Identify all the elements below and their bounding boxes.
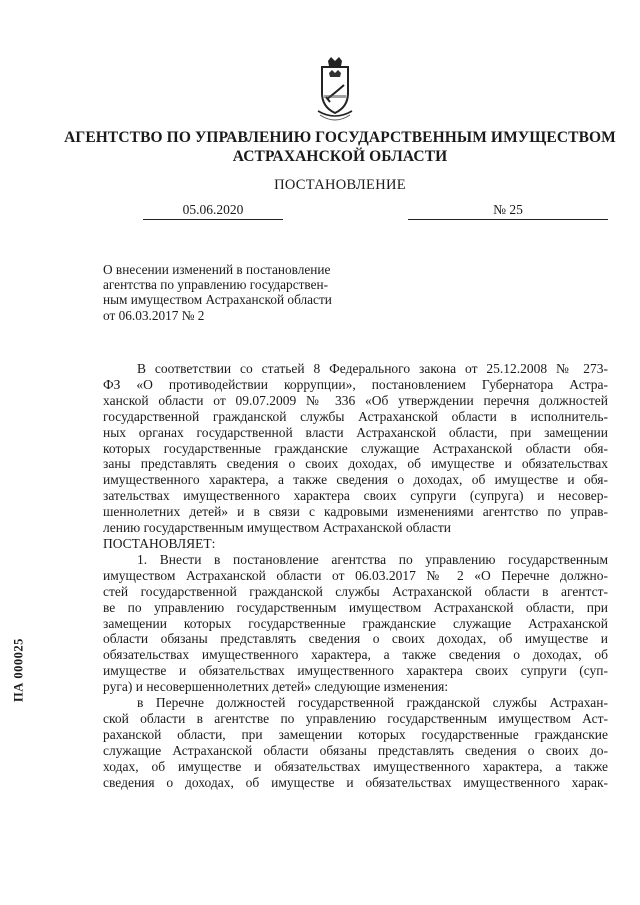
body-line: 1. Внести в постановление агентства по управлению государственным bbox=[137, 551, 608, 567]
body-line: зательствах имущественного характера своих супруги (супруга) и несовер- bbox=[103, 488, 608, 504]
body-line: ской области в агентстве по управлению государственным имуществом Аст- bbox=[103, 710, 608, 726]
body-line: раханской области, при замещении которых государственные гражданские bbox=[103, 726, 608, 742]
body-line: служащие Астраханской области обязаны представлять сведения о своих до- bbox=[103, 742, 608, 758]
body-line: имущественного характера, а также сведения о доходах, об имуществе и обя- bbox=[103, 472, 608, 488]
document-body bbox=[103, 361, 608, 790]
subject-line: ным имуществом Астраханской области bbox=[103, 292, 332, 308]
body-line: шеннолетних детей» и в связи с кадровыми изменениями агентство по управ- bbox=[103, 504, 608, 520]
body-line: В соответствии со статьей 8 Федерального закона от 25.12.2008 № 273- bbox=[137, 361, 608, 376]
agency-title-line1: АГЕНТСТВО ПО УПРАВЛЕНИЮ ГОСУДАРСТВЕННЫМ ИМУЩЕСТВОМ bbox=[64, 129, 616, 146]
subject-line: от 06.03.2017 № 2 bbox=[103, 307, 205, 323]
coat-of-arms-icon bbox=[300, 55, 370, 125]
subject-line: О внесении изменений в постановление bbox=[103, 262, 331, 277]
body-line: ве по управлению государственным имуществом Астраханской области, при bbox=[103, 599, 608, 615]
body-line: лению государственным имуществом Астраханской области bbox=[103, 520, 452, 536]
body-line: имуществе и обязательствах имущественного характера своих супруги (суп- bbox=[103, 663, 608, 679]
resolution-word: ПОСТАНОВЛЯЕТ: bbox=[103, 535, 216, 551]
body-line: заны представлять сведения о своих доходах, об имуществе и обязательствах bbox=[103, 456, 608, 472]
body-line: руга) и несовершеннолетних детей» следующие изменения: bbox=[103, 679, 449, 695]
body-line: ханской области от 09.07.2009 № 336 «Об утверждении перечня должностей bbox=[103, 392, 608, 408]
body-line: ходах, об имуществе и обязательствах имущественного характера, а также bbox=[103, 758, 608, 774]
agency-title bbox=[40, 128, 640, 166]
body-line: имуществом Астраханской области от 06.03.2017 № 2 «О Перечне должно- bbox=[103, 567, 608, 583]
body-line: обязательствах имущественного характера, а также сведения о доходах, об bbox=[103, 647, 608, 663]
document-date: 05.06.2020 bbox=[143, 202, 283, 220]
body-line: сведения о доходах, об имуществе и обязательствах имущественного харак- bbox=[103, 774, 608, 790]
agency-title-line2: АСТРАХАНСКОЙ ОБЛАСТИ bbox=[232, 148, 448, 165]
serial-stamp-text: ПА 000025 bbox=[11, 638, 26, 702]
subject-line: агентства по управлению государствен- bbox=[103, 277, 329, 293]
body-line: государственной гражданской службы Астраханской области в исполнитель- bbox=[103, 408, 608, 424]
body-line: замещении которых государственные гражданские служащие Астраханской bbox=[103, 615, 608, 631]
body-line: ных органах государственной власти Астраханской области, при замещении bbox=[103, 424, 608, 440]
body-line: ФЗ «О противодействии коррупции», постановлением Губернатора Астра- bbox=[103, 376, 608, 392]
serial-stamp bbox=[8, 625, 30, 715]
body-line: области обязаны представлять сведения о своих доходах, об имуществе и bbox=[103, 631, 608, 647]
body-line: которых государственные гражданские служащие Астраханской области обя- bbox=[103, 440, 608, 456]
body-line: в Перечне должностей государственной гражданской службы Астрахан- bbox=[137, 695, 608, 711]
document-number: № 25 bbox=[408, 202, 608, 220]
document-type: ПОСТАНОВЛЕНИЕ bbox=[274, 177, 406, 193]
body-line: стей государственной гражданской службы Астраханской области в агентст- bbox=[103, 583, 608, 599]
document-subject bbox=[103, 262, 368, 323]
